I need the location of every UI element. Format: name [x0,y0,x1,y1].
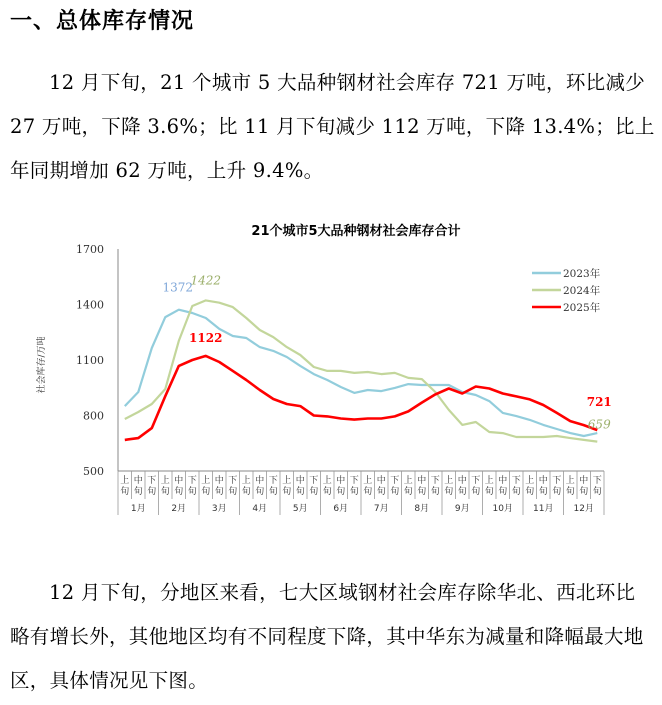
x-month-label: 6月 [333,504,349,514]
x-period-label: 下 [309,476,319,486]
x-period-label: 下 [228,476,238,486]
data-labels [162,273,611,431]
x-period-label: 旬 [268,487,278,497]
chart-lines [125,300,598,441]
x-period-label: 旬 [147,487,157,497]
x-period-label: 中 [336,476,346,486]
x-period-label: 旬 [390,487,400,497]
x-period-label: 旬 [322,487,332,497]
x-period-label: 旬 [444,487,454,497]
x-period-label: 旬 [552,487,562,497]
x-period-label: 下 [349,476,359,486]
x-month-label: 8月 [414,504,430,514]
x-period-label: 下 [430,476,440,486]
x-period-label: 旬 [187,487,197,497]
y-tick-label: 800 [83,409,104,423]
x-period-label: 旬 [295,487,305,497]
x-period-label: 上 [484,476,494,486]
data-label: 1372 [162,280,194,295]
x-period-label: 旬 [457,487,467,497]
x-period-label: 中 [174,476,184,486]
x-period-label: 上 [525,476,535,486]
x-period-label: 中 [498,476,508,486]
legend-item: 2024年 [563,285,601,297]
x-period-label: 中 [295,476,305,486]
x-period-label: 旬 [336,487,346,497]
data-label: 1422 [190,273,222,288]
x-period-label: 旬 [160,487,170,497]
x-period-label: 中 [457,476,467,486]
data-label: 659 [587,417,611,432]
x-period-label: 旬 [309,487,319,497]
x-period-label: 上 [120,476,130,486]
y-axis [76,243,118,478]
section-heading: 一、总体库存情况 [10,9,195,34]
y-tick-label: 1100 [76,354,104,367]
x-month-label: 4月 [252,504,268,514]
x-period-label: 旬 [579,487,589,497]
chart-title: 21个城市5大品种钢材社会库存合计 [251,224,461,239]
x-period-label: 旬 [484,487,494,497]
x-period-label: 旬 [498,487,508,497]
x-period-label: 中 [579,476,589,486]
x-period-label: 旬 [174,487,184,497]
x-period-label: 旬 [255,487,265,497]
x-period-label: 旬 [471,487,481,497]
x-period-label: 旬 [201,487,211,497]
x-period-label: 上 [565,476,575,486]
x-period-label: 旬 [403,487,413,497]
x-period-label: 中 [133,476,143,486]
x-period-label: 中 [417,476,427,486]
x-month-label: 10月 [492,504,513,514]
x-period-label: 下 [187,476,197,486]
x-period-label: 中 [255,476,265,486]
chart-legend [532,267,601,314]
inventory-line-chart [0,210,662,540]
x-month-label: 5月 [292,504,308,514]
x-period-label: 上 [201,476,211,486]
x-month-label: 9月 [454,504,470,514]
x-axis [118,471,604,515]
data-label: 1122 [189,330,223,345]
x-period-label: 上 [444,476,454,486]
x-period-label: 中 [214,476,224,486]
x-period-label: 上 [282,476,292,486]
x-period-label: 旬 [376,487,386,497]
x-month-label: 11月 [533,504,554,514]
x-period-label: 旬 [430,487,440,497]
x-period-label: 下 [390,476,400,486]
x-period-label: 下 [592,476,602,486]
x-period-label: 旬 [417,487,427,497]
y-tick-label: 500 [83,465,104,478]
x-period-label: 旬 [133,487,143,497]
data-label: 721 [586,395,612,410]
x-period-label: 旬 [241,487,251,497]
x-period-label: 旬 [538,487,548,497]
x-period-label: 中 [538,476,548,486]
series-line-2025 [125,356,598,440]
series-line-2024 [125,300,598,441]
x-period-label: 旬 [363,487,373,497]
x-period-label: 下 [511,476,521,486]
x-period-label: 下 [268,476,278,486]
x-period-label: 上 [363,476,373,486]
x-period-label: 旬 [214,487,224,497]
x-period-label: 下 [147,476,157,486]
x-period-label: 旬 [120,487,130,497]
x-period-label: 上 [322,476,332,486]
x-period-label: 下 [552,476,562,486]
x-period-label: 旬 [565,487,575,497]
x-period-label: 旬 [228,487,238,497]
x-month-label: 1月 [130,504,146,514]
y-tick-label: 1400 [76,298,104,312]
y-tick-label: 1700 [76,243,104,256]
x-period-label: 旬 [592,487,602,497]
x-period-label: 上 [403,476,413,486]
legend-item: 2023年 [563,268,601,280]
x-period-label: 旬 [511,487,521,497]
x-period-label: 上 [241,476,251,486]
x-month-label: 12月 [573,504,594,514]
x-month-label: 2月 [171,504,187,514]
regional-paragraph: 12 月下旬，分地区来看，七大区域钢材社会库存除华北、西北环比略有增长外，其他地区均有不同程度下降，其中华东为减量和降幅最大地区，具体情况见下图。 [10,581,644,692]
x-period-label: 旬 [282,487,292,497]
y-axis-label: 社会库存/万吨 [37,336,47,394]
x-period-label: 旬 [525,487,535,497]
x-period-label: 下 [471,476,481,486]
x-month-label: 7月 [373,504,389,514]
summary-paragraph: 12 月下旬，21 个城市 5 大品种钢材社会库存 721 万吨，环比减少 27 万吨，下降 3.6%；比 11 月下旬减少 112 万吨，下降 13.4%；比上年同期增加 62 万吨，上升 9.4%。 [10,71,655,182]
legend-item: 2025年 [563,302,601,314]
x-period-label: 上 [160,476,170,486]
x-month-label: 3月 [211,504,227,514]
x-period-label: 中 [376,476,386,486]
x-period-label: 旬 [349,487,359,497]
